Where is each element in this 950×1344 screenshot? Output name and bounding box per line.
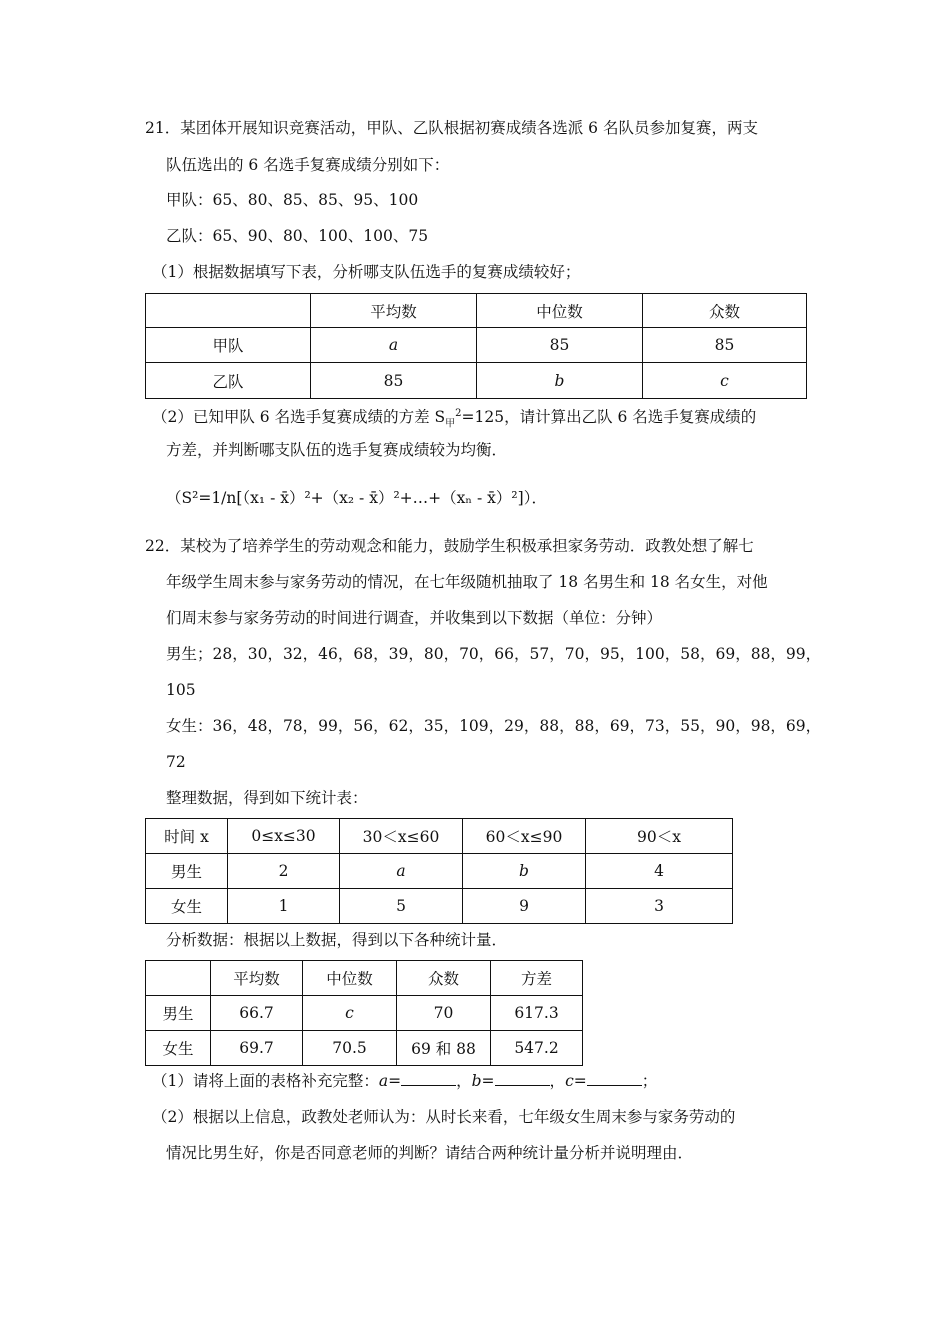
cell: 1 (228, 889, 340, 924)
header-cell: 众数 (397, 961, 491, 996)
cell: 3 (586, 889, 733, 924)
cell: 85 (311, 363, 477, 399)
q22-boys-data-cont: 105 (166, 681, 196, 699)
q22-line: 整理数据，得到如下统计表： (166, 789, 368, 807)
row-label: 男生 (146, 854, 228, 889)
text: =125，请计算出乙队 6 名选手复赛成绩的 (461, 408, 757, 427)
cell: 85 (643, 328, 807, 363)
q22-line: 年级学生周末参与家务劳动的情况，在七年级随机抽取了 18 名男生和 18 名女生，对他 (166, 573, 768, 591)
cell: 4 (586, 854, 733, 889)
cell: a (311, 328, 477, 363)
cell: 70.5 (303, 1031, 397, 1066)
row-label: 甲队 (146, 328, 311, 363)
row-label: 男生 (146, 996, 211, 1031)
answer-blank-a[interactable] (401, 1071, 456, 1086)
q21-team-a-scores: 甲队：65、80、85、85、95、100 (166, 191, 419, 209)
subscript: 甲 (445, 418, 456, 430)
header-cell: 中位数 (303, 961, 397, 996)
header-cell (146, 294, 311, 328)
cell: 66.7 (211, 996, 303, 1031)
header-cell: 方差 (491, 961, 583, 996)
cell: c (303, 996, 397, 1031)
row-label: 女生 (146, 889, 228, 924)
header-cell (146, 961, 211, 996)
cell: 69.7 (211, 1031, 303, 1066)
cell: 70 (397, 996, 491, 1031)
var-c: c= (565, 1072, 587, 1090)
cell: 69 和 88 (397, 1031, 491, 1066)
cell: b (463, 854, 586, 889)
cell: 85 (477, 328, 643, 363)
q22-part2: （2）根据以上信息，政教处老师认为：从时长来看，七年级女生周末参与家务劳动的 (152, 1108, 736, 1126)
cell: a (340, 854, 463, 889)
cell: 547.2 (491, 1031, 583, 1066)
q22-boys-data: 男生；28，30，32，46，68，39，80，70，66，57，70，95，100，58，69，88，99， (166, 645, 822, 663)
q21-line: 21．某团体开展知识竞赛活动，甲队、乙队根据初赛成绩各选派 6 名队员参加复赛，两支 (145, 119, 758, 137)
q21-part2-cont: 方差，并判断哪支队伍的选手复赛成绩较为均衡． (166, 441, 508, 459)
text: （1）请将上面的表格补充完整： (152, 1072, 379, 1090)
var-a: a= (378, 1072, 402, 1090)
header-cell: 平均数 (311, 294, 477, 328)
header-cell: 90＜x (586, 819, 733, 854)
q21-line: 队伍选出的 6 名选手复赛成绩分别如下： (166, 156, 450, 174)
q22-part2-cont: 情况比男生好，你是否同意老师的判断？请结合两种统计量分析并说明理由． (166, 1144, 694, 1162)
text: （2）已知甲队 6 名选手复赛成绩的方差 S (152, 408, 446, 427)
q22-girls-data-cont: 72 (166, 753, 186, 771)
cell: 5 (340, 889, 463, 924)
q22-girls-data: 女生：36，48，78，99，56，62，35，109，29，88，88，69，73，55，90，98，69， (166, 717, 822, 735)
header-cell: 时间 x (146, 819, 228, 854)
variance-formula: （S²=1/n[（x₁ - x̄）²+（x₂ - x̄）²+…+（xₙ - x̄）²]）． (166, 489, 547, 507)
header-cell: 众数 (643, 294, 807, 328)
q22-line: 分析数据：根据以上数据，得到以下各种统计量． (166, 931, 508, 949)
header-cell: 60＜x≤90 (463, 819, 586, 854)
row-label: 乙队 (146, 363, 311, 399)
answer-blank-b[interactable] (495, 1071, 550, 1086)
q22-frequency-table (145, 818, 733, 924)
q21-part2: （2）已知甲队 6 名选手复赛成绩的方差 $S_甲^2=125$，请计算出乙队 6 名选手复赛成绩的 (152, 408, 757, 430)
cell: 617.3 (491, 996, 583, 1031)
answer-blank-c[interactable] (587, 1071, 642, 1086)
q21-part1: （1）根据数据填写下表，分析哪支队伍选手的复赛成绩较好； (152, 263, 581, 281)
q21-table (145, 293, 807, 399)
header-cell: 30＜x≤60 (340, 819, 463, 854)
row-label: 女生 (146, 1031, 211, 1066)
q22-line: 们周末参与家务劳动的时间进行调查，并收集到以下数据（单位：分钟） (166, 609, 663, 627)
header-cell: 平均数 (211, 961, 303, 996)
q22-statistics-table (145, 960, 583, 1066)
header-cell: 0≤x≤30 (228, 819, 340, 854)
header-cell: 中位数 (477, 294, 643, 328)
q22-line: 22．某校为了培养学生的劳动观念和能力，鼓励学生积极承担家务劳动．政教处想了解七 (145, 537, 754, 555)
cell: 9 (463, 889, 586, 924)
q21-team-b-scores: 乙队：65、90、80、100、100、75 (166, 227, 429, 245)
var-b: b= (471, 1072, 495, 1090)
cell: 2 (228, 854, 340, 889)
cell: c (643, 363, 807, 399)
cell: b (477, 363, 643, 399)
q22-part1: （1）请将上面的表格补充完整：a= ，b= ，c= ； (152, 1072, 658, 1090)
